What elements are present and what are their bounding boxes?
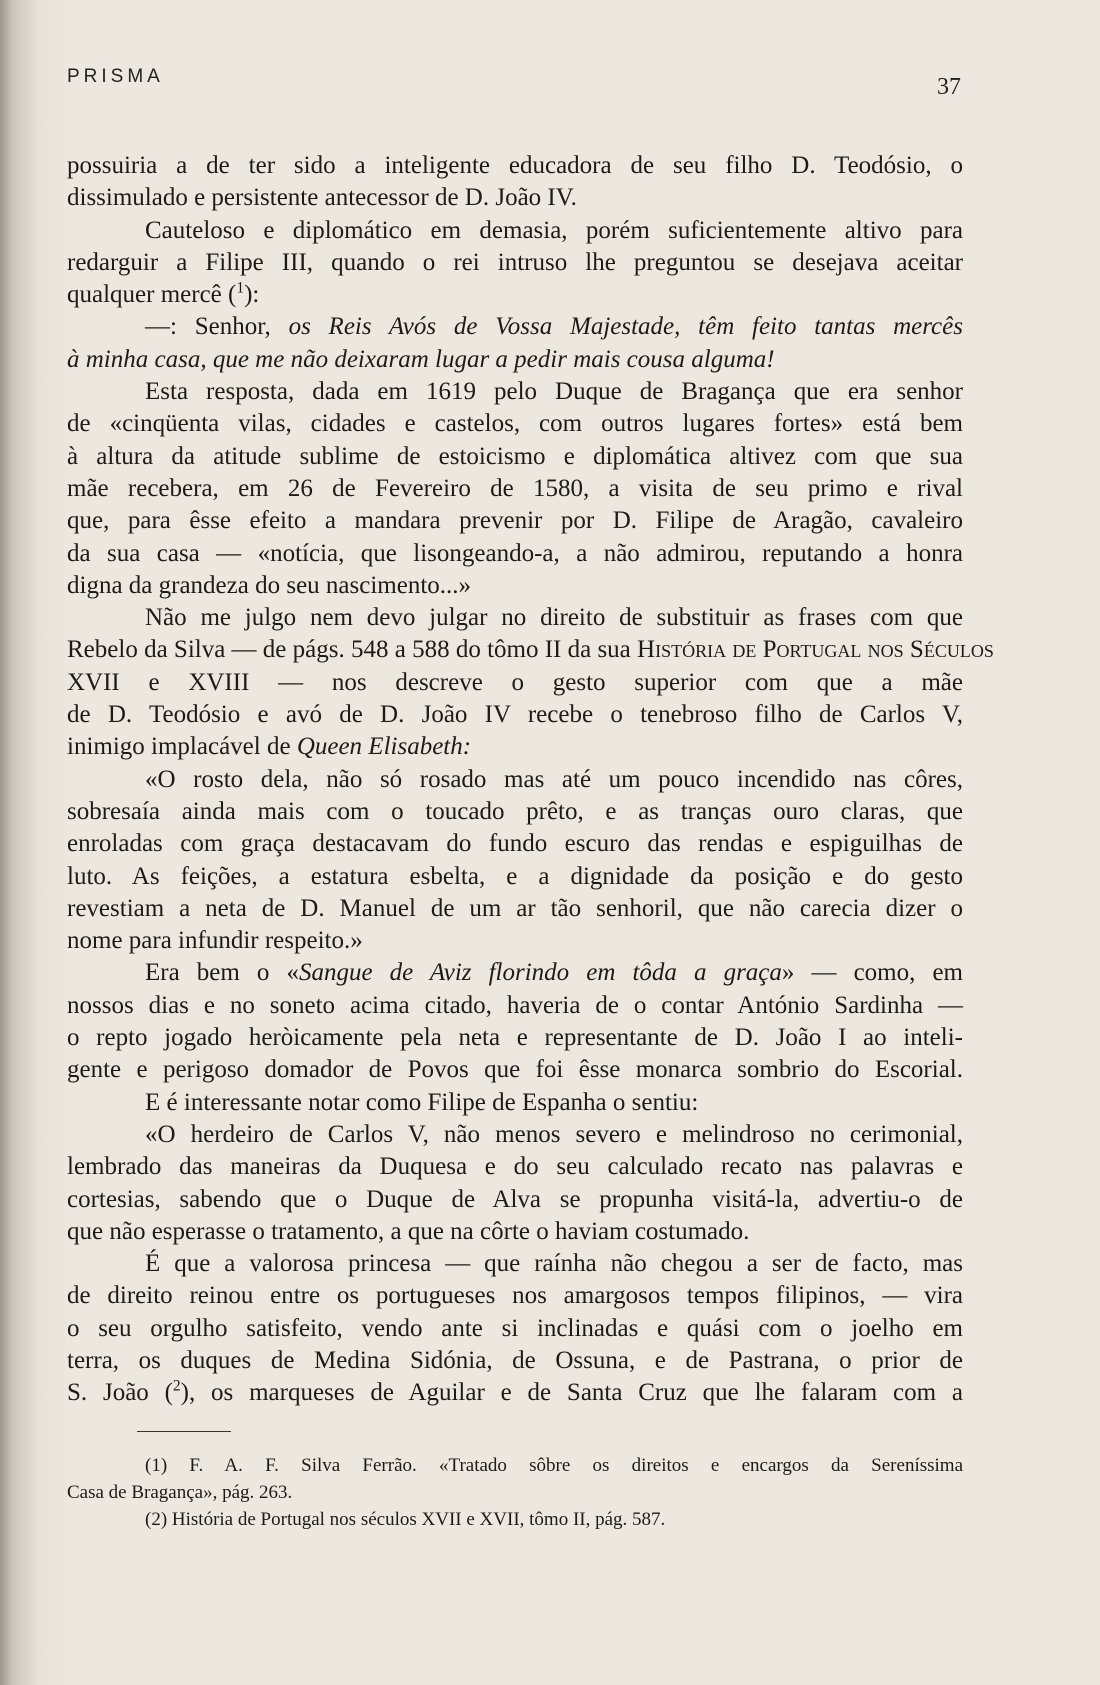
text-span: Era bem o «: [145, 959, 299, 987]
text-line: [67, 1377, 963, 1409]
text-span: S. João (: [67, 1379, 173, 1407]
text-line: da sua casa — «notícia, que lisongeando-a, a não admirou, reputando a honra: [67, 539, 963, 567]
text-line: [67, 279, 963, 311]
text-line: nossos dias e no soneto acima citado, haveria de o contar António Sardinha —: [67, 991, 963, 1019]
text-line: sobresaía ainda mais com o toucado prêto, e as tranças ouro claras, que: [67, 797, 963, 825]
italic-name: Queen Elisabeth:: [296, 733, 472, 761]
text-line: cortesias, sabendo que o Duque de Alva se propunha visitá-la, advertiu-o de: [67, 1185, 963, 1213]
text-line: que não esperasse o tratamento, a que na côrte o haviam costumado.: [67, 1217, 750, 1245]
text-line: à altura da atitude sublime de estoicismo e diplomática altivez com que sua: [67, 442, 963, 470]
page-number: 37: [937, 74, 961, 100]
text-line: digna da grandeza do seu nascimento...»: [67, 571, 472, 599]
text-line: É que a valorosa princesa — que raínha não chegou a ser de facto, mas: [145, 1250, 963, 1278]
text-span: ), os marqueses de Aguilar e de Santa Cruz que lhe falaram com a: [180, 1379, 963, 1407]
text-line: que, para êsse efeito a mandara prevenir por D. Filipe de Aragão, cavaleiro: [67, 507, 963, 535]
text-span: inimigo implacável de: [67, 733, 297, 761]
text-line: revestiam a neta de D. Manuel de um ar tão senhoril, que não carecia dizer o: [67, 894, 963, 922]
text-span: —: Senhor,: [145, 313, 289, 341]
footnote-text: História de Portugal nos séculos XVII e XVII, tômo II, pág. 587.: [171, 1509, 666, 1530]
text-line: possuiria a de ter sido a inteligente educadora de seu filho D. Teodósio, o: [67, 152, 963, 179]
footnote-2: [67, 1506, 963, 1533]
text-line: [67, 731, 963, 763]
text-line: terra, os duques de Medina Sidónia, de Ossuna, e de Pastrana, o prior de: [67, 1346, 963, 1374]
footnote-1-cont: Casa de Bragança», pág. 263.: [67, 1482, 293, 1503]
text-span: Rebelo da Silva — de págs. 548 a 588 do tômo II da sua: [67, 636, 638, 664]
text-span: qualquer mercê (: [67, 281, 237, 309]
running-head: PRISMA: [67, 66, 164, 87]
text-line: lembrado das maneiras da Duquesa e do seu calculado recato nas palavras e: [67, 1153, 963, 1181]
text-line: redarguir a Filipe III, quando o rei intruso lhe preguntou se desejava aceitar: [67, 248, 963, 276]
text-line: mãe recebera, em 26 de Fevereiro de 1580, a visita de seu primo e rival: [67, 474, 963, 502]
text-line: nome para infundir respeito.»: [67, 927, 363, 955]
text-line: o repto jogado heròicamente pela neta e representante de D. João I ao inteli-: [67, 1024, 963, 1052]
text-line: dissimulado e persistente antecessor de D. João IV.: [67, 184, 577, 212]
footnote-1: [67, 1452, 963, 1479]
text-line: Não me julgo nem devo julgar no direito de substituir as frases com que: [145, 604, 963, 632]
footnote-ref-2: 2: [172, 1377, 181, 1395]
text-line: «O rosto dela, não só rosado mas até um pouco incendido nas côres,: [145, 765, 963, 793]
text-line: Esta resposta, dada em 1619 pelo Duque de Bragança que era senhor: [145, 378, 963, 406]
text-line: o seu orgulho satisfeito, vendo ante si inclinadas e quási com o joelho em: [67, 1314, 963, 1342]
footnote-text: F. A. F. Silva Ferrão. «Tratado sôbre os direitos e encargos da Sereníssima: [189, 1455, 963, 1476]
text-line: Cauteloso e diplomático em demasia, porém suficientemente altivo para: [145, 216, 963, 244]
text-line: à minha casa, que me não deixaram lugar a pedir mais cousa alguma!: [67, 345, 775, 373]
text-line: de D. Teodósio e avó de D. João IV recebe o tenebroso filho de Carlos V,: [67, 701, 963, 729]
text-line: XVII e XVIII — nos descreve o gesto superior com que a mãe: [67, 668, 963, 696]
italic-quote: os Reis Avós de Vossa Majestade, têm feito tantas mercês: [288, 313, 963, 341]
text-span: ):: [244, 281, 260, 309]
body-text: [67, 150, 994, 1410]
text-line: luto. As feições, a estatura esbelta, e a dignidade da posição e do gesto: [67, 862, 963, 890]
footnotes: [67, 1452, 963, 1533]
text-line: [67, 634, 994, 666]
text-line: E é interessante notar como Filipe de Espanha o sentiu:: [145, 1088, 699, 1116]
text-line: de «cinqüenta vilas, cidades e castelos, com outros lugares fortes» está bem: [67, 410, 963, 438]
text-span: » — como, em: [781, 959, 963, 987]
text-line: gente e perigoso domador de Povos que foi êsse monarca sombrio do Escorial.: [67, 1056, 963, 1084]
footnote-marker: (2): [145, 1509, 168, 1530]
text-line: [67, 311, 963, 343]
text-line: [67, 957, 963, 989]
text-line: «O herdeiro de Carlos V, não menos severo e melindroso no cerimonial,: [145, 1120, 963, 1148]
footnote-marker: (1): [145, 1455, 168, 1476]
footnote-rule: [137, 1431, 231, 1432]
book-title: História de Portugal nos Séculos: [637, 636, 994, 664]
footnote-ref-1: 1: [236, 279, 245, 297]
text-line: de direito reinou entre os portugueses nos amargosos tempos filipinos, — vira: [67, 1282, 963, 1310]
text-line: enroladas com graça destacavam do fundo escuro das rendas e espiguilhas de: [67, 830, 963, 858]
italic-quote: Sangue de Aviz florindo em tôda a graça: [298, 959, 782, 987]
